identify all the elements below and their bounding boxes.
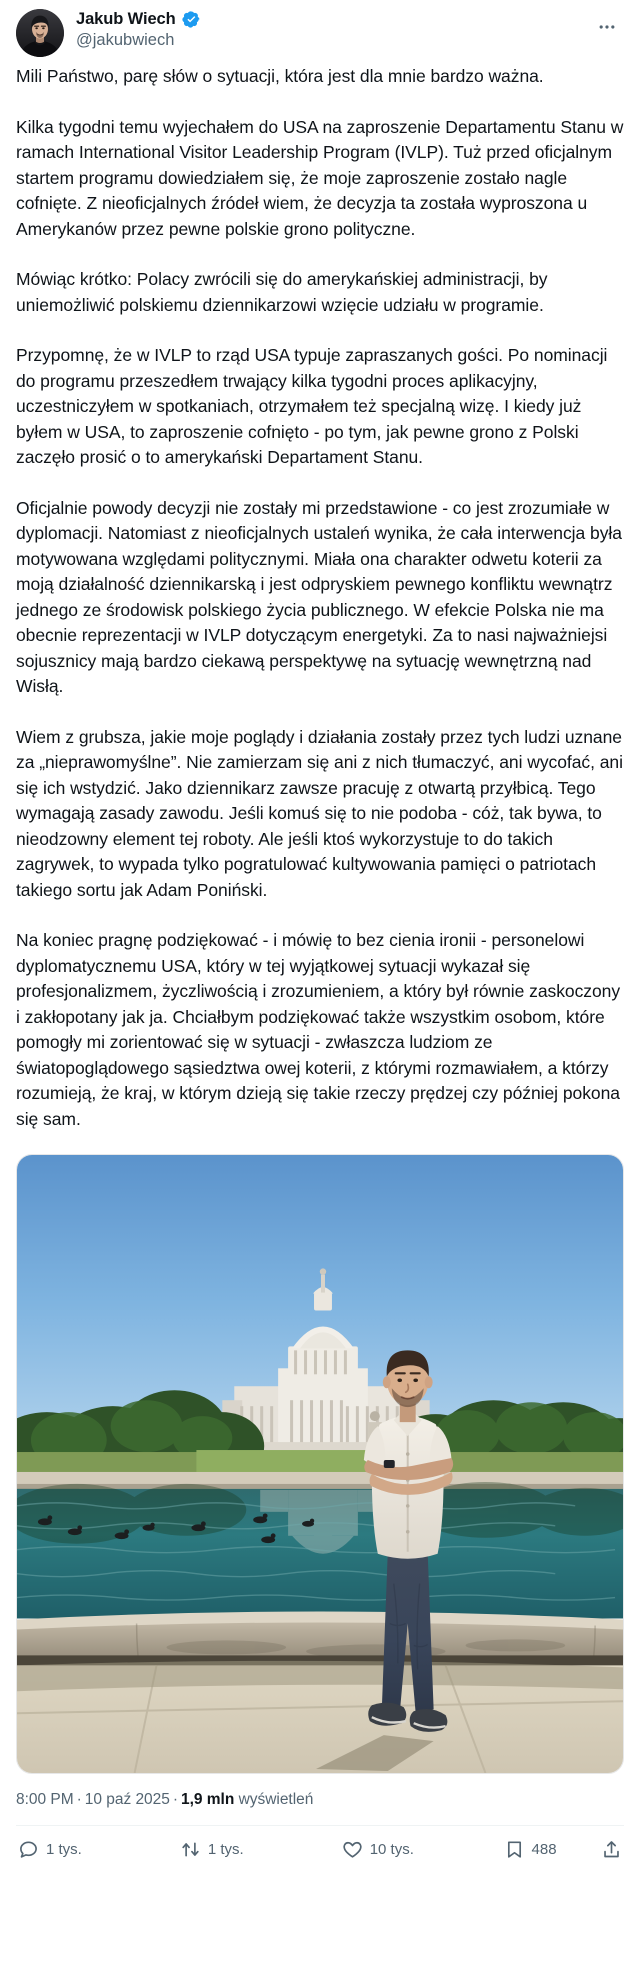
heart-icon: [342, 1839, 363, 1860]
tweet-paragraph: Mili Państwo, parę słów o sytuacji, która jest dla mnie bardzo ważna.: [16, 66, 544, 86]
repost-icon: [180, 1839, 201, 1860]
tweet-paragraph: Przypomnę, że w IVLP to rząd USA typuje zapraszanych gości. Po nominacji do programu przeszedłem trwający kilka tygodni proces aplikacyjny, uczestniczyłem w spotkaniach, otrzymałem też specjalną wizę. I kiedy już byłem w USA, to zaproszenie cofnięto - po tym, jak pewne grono z Polski zaczęło prosić o to amerykański Departament Stanu.: [16, 345, 608, 467]
meta-separator: ·: [76, 1791, 82, 1808]
bookmark-count: 488: [531, 1841, 557, 1858]
avatar[interactable]: [16, 9, 64, 57]
engagement-bar: [16, 1826, 624, 1873]
share-icon: [601, 1839, 622, 1860]
tweet-date: 10 paź 2025: [84, 1791, 170, 1808]
tweet-paragraph: Kilka tygodni temu wyjechałem do USA na zaproszenie Departamentu Stanu w ramach International Visitor Leadership Program (IVLP). Tuż przed oficjalnym startem programu dowiedziałem się, że moje zaproszenie zostało nagle cofnięte. Z nieoficjalnych źródeł wiem, że decyzja ta została wyproszona u Amerykanów przez pewne polskie grono polityczne.: [16, 116, 624, 239]
repost-button[interactable]: [180, 1839, 342, 1860]
verified-badge-icon: [181, 10, 200, 29]
tweet-paragraph: Mówiąc krótko: Polacy zwrócili się do amerykańskiej administracji, by uniemożliwić polskiemu dziennikarzowi wzięcie udziału w programie.: [16, 269, 548, 315]
tweet-paragraph: Na koniec pragnę podziękować - i mówię to bez cienia ironii - personelowi dyplomatycznemu USA, który w tej wyjątkowej sytuacji wykazał się profesjonalizmem, życzliwością i zrozumieniem, a który był równie zaskoczony i zakłopotany jak ja. Chciałbym podziękować także wszystkim osobom, które pomogły mi zorientować się w sytuacji - zwłaszcza ludziom ze światopoglądowego sąsiedztwa owej koterii, z którymi rozmawiałem, a którzy rozumieją, że kraj, w którym dzieją się takie rzeczy prędzej czy później pokona się sam.: [16, 930, 621, 1129]
views-count: 1,9 mln: [181, 1791, 235, 1808]
bookmark-button[interactable]: [504, 1839, 601, 1860]
reply-icon: [18, 1839, 39, 1860]
tweet-paragraph: Oficjalnie powody decyzji nie zostały mi przedstawione - co jest zrozumiałe w dyplomacji. Natomiast z nieoficjalnych ustaleń wynika, że cała interwencja była motywowana względami politycznymi. Miała ona charakter odwetu koterii za moją działalność dziennikarską i jest odpryskiem pewnego konfliktu wewnątrz jednego ze środowisk polskiego życia publicznego. W efekcie Polska nie ma obecnie reprezentacji w IVLP dotyczącym energetyki. Za to nasi najważniejsi sojusznicy mają bardzo ciekawą perspektywę na sytuację wewnętrzną nad Wisłą.: [16, 497, 622, 696]
author-handle[interactable]: @jakubwiech: [76, 31, 175, 49]
author-block: [76, 8, 200, 51]
repost-count: 1 tys.: [207, 1841, 244, 1858]
tweet-header: [16, 0, 624, 58]
bookmark-icon: [504, 1839, 525, 1860]
tweet-time: 8:00 PM: [16, 1791, 74, 1808]
tweet-paragraph: Wiem z grubsza, jakie moje poglądy i działania zostały przez tych ludzi uznane za „nieprawomyślne”. Nie zamierzam się ani z nich tłumaczyć, ani wycofać, ani się ich wstydzić. Jako dziennikarz zawsze pracuję z otwartą przyłbicą. Tego wymagają zasady zawodu. Jeśli komuś się to nie podoba - cóż, tak bywa, to nieodzowny element tej roboty. Ale jeśli ktoś wykorzystuje to do takich zagrywek, to wypada tylko pogratulować kultywowania pamięci o patriotach takiego sortu jak Adam Poniński.: [16, 726, 623, 900]
views-label: wyświetleń: [238, 1791, 314, 1808]
share-button[interactable]: [601, 1839, 622, 1860]
reply-button[interactable]: [18, 1839, 180, 1860]
more-options-button[interactable]: [590, 10, 624, 44]
tweet-text: [16, 58, 624, 1132]
like-count: 10 tys.: [369, 1841, 414, 1858]
tweet-photo[interactable]: [16, 1154, 624, 1774]
tweet-metadata: [16, 1774, 624, 1825]
meta-separator: ·: [172, 1791, 179, 1808]
display-name-row[interactable]: [76, 9, 200, 29]
display-name: Jakub Wiech: [76, 10, 176, 28]
like-button[interactable]: [342, 1839, 504, 1860]
reply-count: 1 tys.: [46, 1841, 82, 1858]
